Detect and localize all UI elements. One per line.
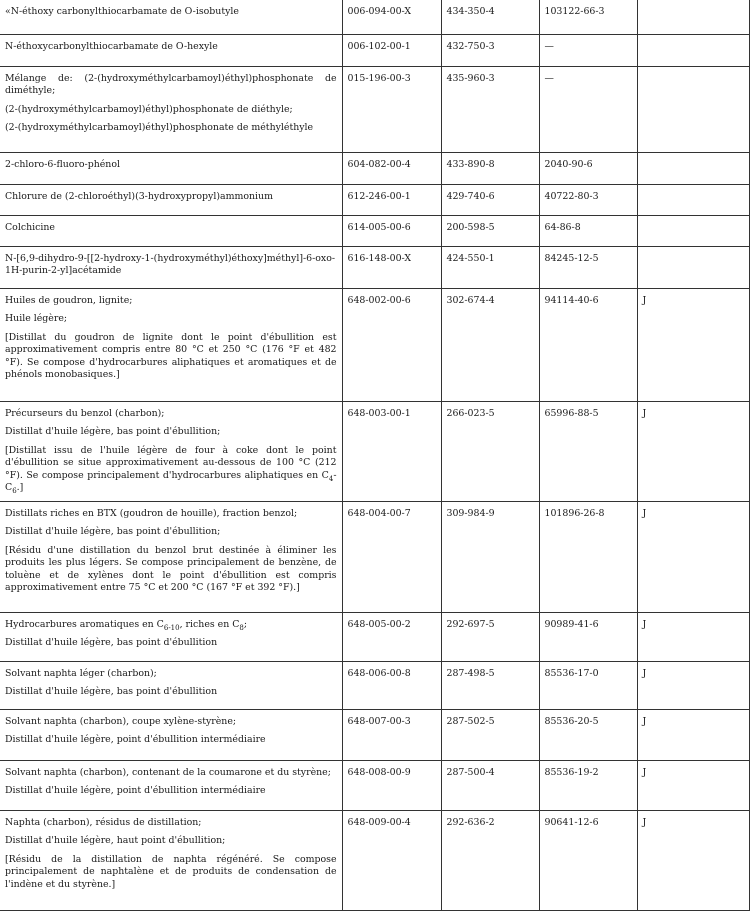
- ec-number-cell: 200-598-5: [441, 215, 539, 246]
- ec-number-cell: 287-500-4: [441, 760, 539, 810]
- substance-name-cell: [0, 810, 342, 910]
- ec-number-cell: 302-674-4: [441, 288, 539, 401]
- table-row: [0, 612, 749, 661]
- index-number-cell: 006-102-00-1: [342, 34, 441, 66]
- substance-name-cell: [0, 0, 342, 34]
- cas-number-cell: 84245-12-5: [539, 246, 637, 288]
- substance-name-line: Solvant naphta (charbon), contenant de la coumarone et du styrène;: [5, 766, 331, 778]
- substance-name-line: Distillat d'huile légère, point d'ébullition intermédiaire: [5, 785, 266, 797]
- table-row: [0, 810, 749, 910]
- cas-number-cell: 64-86-8: [539, 215, 637, 246]
- cas-number-cell: 101896-26-8: [539, 501, 637, 612]
- index-number-cell: 648-006-00-8: [342, 661, 441, 709]
- ec-number-cell: 429-740-6: [441, 184, 539, 215]
- substance-name-cell: [0, 215, 342, 246]
- substance-name-line: Distillats riches en BTX (goudron de houille), fraction benzol;: [5, 507, 298, 519]
- substance-name-line: Solvant naphta léger (charbon);: [5, 667, 157, 679]
- cas-number-cell: 85536-17-0: [539, 661, 637, 709]
- index-number-cell: 604-082-00-4: [342, 152, 441, 184]
- substance-name-line: «N-éthoxy carbonylthiocarbamate de O-isobutyle: [5, 6, 239, 17]
- ec-number-cell: 434-350-4: [441, 0, 539, 34]
- substance-name-line: Huile légère;: [5, 313, 68, 325]
- substance-name-line: Naphta (charbon), résidus de distillation;: [5, 816, 202, 828]
- substance-name-line: (2-(hydroxyméthylcarbamoyl)éthyl)phosphonate de diéthyle;: [5, 103, 293, 115]
- substance-name-line: Distillat d'huile légère, bas point d'ébullition: [5, 686, 218, 698]
- table-row: [0, 66, 749, 152]
- table-row: [0, 401, 749, 501]
- notes-cell: [637, 34, 749, 66]
- ec-number-cell: 287-502-5: [441, 709, 539, 760]
- substance-name-line: (2-(hydroxyméthylcarbamoyl)éthyl)phosphonate de méthyléthyle: [5, 122, 314, 134]
- ec-number-cell: 433-890-8: [441, 152, 539, 184]
- index-number-cell: 648-004-00-7: [342, 501, 441, 612]
- cas-number-cell: —: [539, 66, 637, 152]
- substance-name-cell: [0, 152, 342, 184]
- index-number-cell: 648-005-00-2: [342, 612, 441, 661]
- notes-cell: [637, 0, 749, 34]
- substance-name-cell: [0, 34, 342, 66]
- substance-name-cell: [0, 709, 342, 760]
- ec-number-cell: 432-750-3: [441, 34, 539, 66]
- table-row: [0, 184, 749, 215]
- cas-number-cell: 90641-12-6: [539, 810, 637, 910]
- ec-number-cell: 287-498-5: [441, 661, 539, 709]
- substance-name-line: Distillat d'huile légère, bas point d'ébullition: [5, 637, 218, 649]
- substance-name-line: Huiles de goudron, lignite;: [5, 294, 133, 306]
- substance-name-cell: [0, 612, 342, 661]
- index-number-cell: 648-009-00-4: [342, 810, 441, 910]
- index-number-cell: 614-005-00-6: [342, 215, 441, 246]
- substance-name-line: Solvant naphta (charbon), coupe xylène-styrène;: [5, 715, 237, 727]
- table-row: [0, 501, 749, 612]
- substance-name-cell: [0, 184, 342, 215]
- table-row: [0, 288, 749, 401]
- notes-cell: [637, 66, 749, 152]
- notes-cell: [637, 215, 749, 246]
- cas-number-cell: —: [539, 34, 637, 66]
- substance-name-line: Distillat d'huile légère, point d'ébullition intermédiaire: [5, 734, 266, 746]
- index-number-cell: 612-246-00-1: [342, 184, 441, 215]
- ec-number-cell: 292-697-5: [441, 612, 539, 661]
- substance-name-cell: [0, 501, 342, 612]
- substance-name-cell: [0, 760, 342, 810]
- index-number-cell: 648-002-00-6: [342, 288, 441, 401]
- substance-name-line: N-[6,9-dihydro-9-[[2-hydroxy-1-(hydroxyméthyl)éthoxy]méthyl]-6-oxo-1H-purin-2-yl]acétamide: [5, 252, 336, 277]
- notes-cell: [637, 152, 749, 184]
- substance-name-cell: [0, 401, 342, 501]
- substance-name-cell: [0, 66, 342, 152]
- index-number-cell: 648-007-00-3: [342, 709, 441, 760]
- notes-cell: J: [637, 501, 749, 612]
- substance-name-cell: [0, 246, 342, 288]
- substance-name-line: Colchicine: [5, 221, 55, 233]
- substance-name-cell: [0, 661, 342, 709]
- notes-cell: [637, 184, 749, 215]
- cas-number-cell: 85536-20-5: [539, 709, 637, 760]
- index-number-cell: 015-196-00-3: [342, 66, 441, 152]
- cas-number-cell: 90989-41-6: [539, 612, 637, 661]
- substance-name-line: [Résidu de la distillation de naphta régénéré. Se compose principalement de naphtalène et de produits de condensation de l'indène et du styrène.]: [5, 853, 337, 890]
- ec-number-cell: 435-960-3: [441, 66, 539, 152]
- cas-number-cell: 94114-40-6: [539, 288, 637, 401]
- table-row: [0, 152, 749, 184]
- cas-number-cell: 85536-19-2: [539, 760, 637, 810]
- table-row: [0, 246, 749, 288]
- substance-name-line: [Distillat du goudron de lignite dont le point d'ébullition est approximativement compris entre 80 °C et 250 °C (176 °F et 482 °F). Se compose d'hydrocarbures aliphatiques et aromatiques et de phénols monobasiques.]: [5, 331, 337, 381]
- substance-name-line: Distillat d'huile légère, haut point d'ébullition;: [5, 835, 226, 847]
- table-row: [0, 709, 749, 760]
- substance-name-line: Distillat d'huile légère, bas point d'ébullition;: [5, 426, 221, 438]
- table-row: [0, 215, 749, 246]
- index-number-cell: 648-008-00-9: [342, 760, 441, 810]
- table-row: [0, 661, 749, 709]
- ec-number-cell: 292-636-2: [441, 810, 539, 910]
- cas-number-cell: 103122-66-3: [539, 0, 637, 34]
- substance-name-line: Distillat d'huile légère, bas point d'ébullition;: [5, 526, 221, 538]
- substance-name-cell: [0, 288, 342, 401]
- notes-cell: J: [637, 401, 749, 501]
- cas-number-cell: 65996-88-5: [539, 401, 637, 501]
- index-number-cell: 648-003-00-1: [342, 401, 441, 501]
- notes-cell: J: [637, 661, 749, 709]
- index-number-cell: 616-148-00-X: [342, 246, 441, 288]
- substance-name-line: [Résidu d'une distillation du benzol brut destinée à éliminer les produits les plus légers. Se compose principalement de benzène, de toluène et de xylènes dont le point d'ébullition est compris approximativement entre 75 °C et 200 °C (167 °F et 392 °F).]: [5, 544, 337, 594]
- substance-name-line: N-éthoxycarbonylthiocarbamate de O-hexyle: [5, 40, 218, 52]
- substance-name-line: 2-chloro-6-fluoro-phénol: [5, 158, 120, 170]
- table-row: [0, 34, 749, 66]
- ec-number-cell: 424-550-1: [441, 246, 539, 288]
- substance-name-line: Précurseurs du benzol (charbon);: [5, 407, 165, 419]
- notes-cell: J: [637, 709, 749, 760]
- notes-cell: [637, 246, 749, 288]
- notes-cell: J: [637, 612, 749, 661]
- substance-name-line: [Distillat issu de l'huile légère de four à coke dont le point d'ébullition se situe approximativement au-dessous de 100 °C (212 °F). Se compose principalement d'hydrocarbures aliphatiques en $C_4-C_6$.]: [5, 444, 337, 496]
- table-row: [0, 760, 749, 810]
- notes-cell: J: [637, 288, 749, 401]
- substance-name-line: Chlorure de (2-chloroéthyl)(3-hydroxypropyl)ammonium: [5, 190, 273, 202]
- cas-number-cell: 40722-80-3: [539, 184, 637, 215]
- notes-cell: J: [637, 760, 749, 810]
- substance-name-line: Hydrocarbures aromatiques en $C_{6-10}$, riches en $C_8$;: [5, 618, 248, 632]
- cas-number-cell: 2040-90-6: [539, 152, 637, 184]
- ec-number-cell: 266-023-5: [441, 401, 539, 501]
- index-number-cell: 006-094-00-X: [342, 0, 441, 34]
- table-row: [0, 0, 749, 34]
- notes-cell: J: [637, 810, 749, 910]
- ec-number-cell: 309-984-9: [441, 501, 539, 612]
- substance-name-line: Mélange de: (2-(hydroxyméthylcarbamoyl)éthyl)phosphonate de diméthyle;: [5, 72, 337, 97]
